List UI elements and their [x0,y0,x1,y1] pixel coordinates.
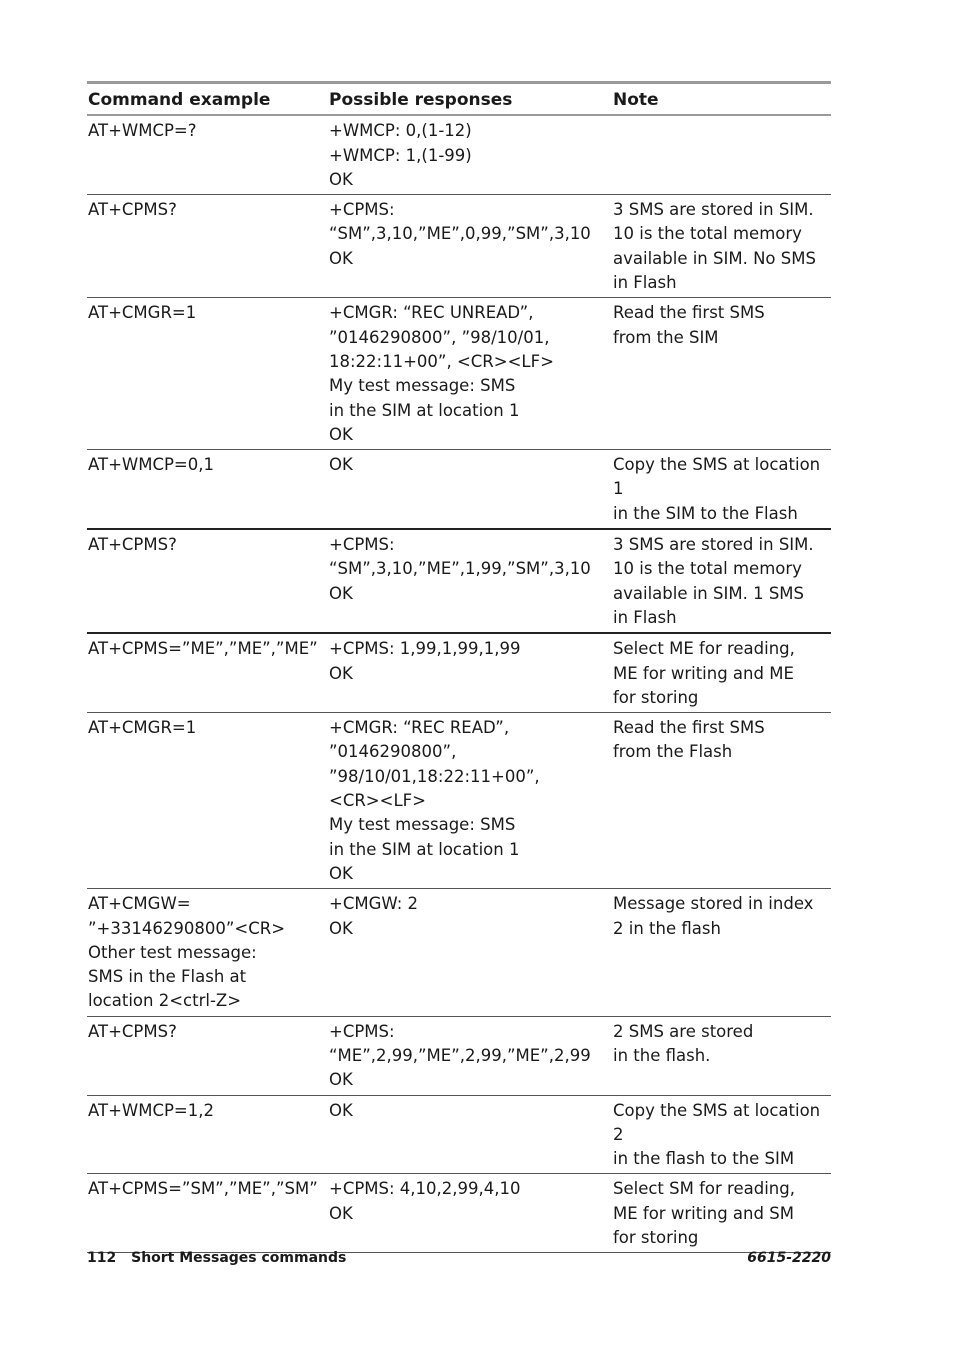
response-cell: +WMCP: 0,(1-12) +WMCP: 1,(1-99) OK [328,115,612,194]
response-cell: +CPMS: 1,99,1,99,1,99 OK [328,633,612,712]
note-cell: Read the first SMS from the SIM [612,298,831,450]
command-cell: AT+CPMS? [87,1016,328,1095]
command-cell: AT+CMGR=1 [87,298,328,450]
response-cell: OK [328,1095,612,1174]
table-row [87,633,831,712]
response-cell: +CPMS: “SM”,3,10,”ME”,0,99,”SM”,3,10 OK [328,195,612,298]
table-header [87,83,831,116]
response-cell: +CMGR: “REC UNREAD”, ”0146290800”, ”98/10/01, 18:22:11+00”, <CR><LF> My test message: SMS in the SIM at location 1 OK [328,298,612,450]
table-row [87,115,831,194]
table-body [87,115,831,1253]
command-cell: AT+CPMS=”ME”,”ME”,”ME” [87,633,328,712]
table-row [87,889,831,1016]
page-number: 112 [87,1250,117,1266]
table-row [87,450,831,529]
note-cell: Message stored in index 2 in the flash [612,889,831,1016]
note-cell: Read the first SMS from the Flash [612,713,831,889]
section-title: Short Messages commands [131,1250,347,1266]
table-row [87,713,831,889]
page-footer [87,1250,831,1266]
table-row [87,529,831,633]
note-cell [612,115,831,194]
command-cell: AT+WMCP=1,2 [87,1095,328,1174]
note-cell: Select SM for reading, ME for writing and SM for storing [612,1174,831,1253]
header-row [87,83,831,116]
table-row [87,298,831,450]
command-cell: AT+CMGW= ”+33146290800”<CR> Other test message: SMS in the Flash at location 2<ctrl-Z> [87,889,328,1016]
response-cell: +CPMS: “ME”,2,99,”ME”,2,99,”ME”,2,99 OK [328,1016,612,1095]
note-cell: 2 SMS are stored in the flash. [612,1016,831,1095]
command-cell: AT+CPMS? [87,195,328,298]
table-row [87,1016,831,1095]
command-cell: AT+CMGR=1 [87,713,328,889]
command-table [87,81,831,1253]
command-cell: AT+WMCP=0,1 [87,450,328,529]
response-cell: +CPMS: 4,10,2,99,4,10 OK [328,1174,612,1253]
table-row [87,1174,831,1253]
column-header-command: Command example [87,83,328,116]
command-cell: AT+WMCP=? [87,115,328,194]
column-header-note: Note [612,83,831,116]
note-cell: Copy the SMS at location 1 in the SIM to the Flash [612,450,831,529]
note-cell: Copy the SMS at location 2 in the flash to the SIM [612,1095,831,1174]
document-id: 6615-2220 [747,1250,831,1266]
response-cell: OK [328,450,612,529]
response-cell: +CPMS: “SM”,3,10,”ME”,1,99,”SM”,3,10 OK [328,529,612,633]
response-cell: +CMGW: 2 OK [328,889,612,1016]
response-cell: +CMGR: “REC READ”, ”0146290800”, ”98/10/01,18:22:11+00”, <CR><LF> My test message: SMS in the SIM at location 1 OK [328,713,612,889]
column-header-response: Possible responses [328,83,612,116]
command-cell: AT+CPMS? [87,529,328,633]
command-cell: AT+CPMS=”SM”,”ME”,”SM” [87,1174,328,1253]
note-cell: 3 SMS are stored in SIM. 10 is the total memory available in SIM. 1 SMS in Flash [612,529,831,633]
table-row [87,1095,831,1174]
note-cell: 3 SMS are stored in SIM. 10 is the total memory available in SIM. No SMS in Flash [612,195,831,298]
table-row [87,195,831,298]
note-cell: Select ME for reading, ME for writing and ME for storing [612,633,831,712]
